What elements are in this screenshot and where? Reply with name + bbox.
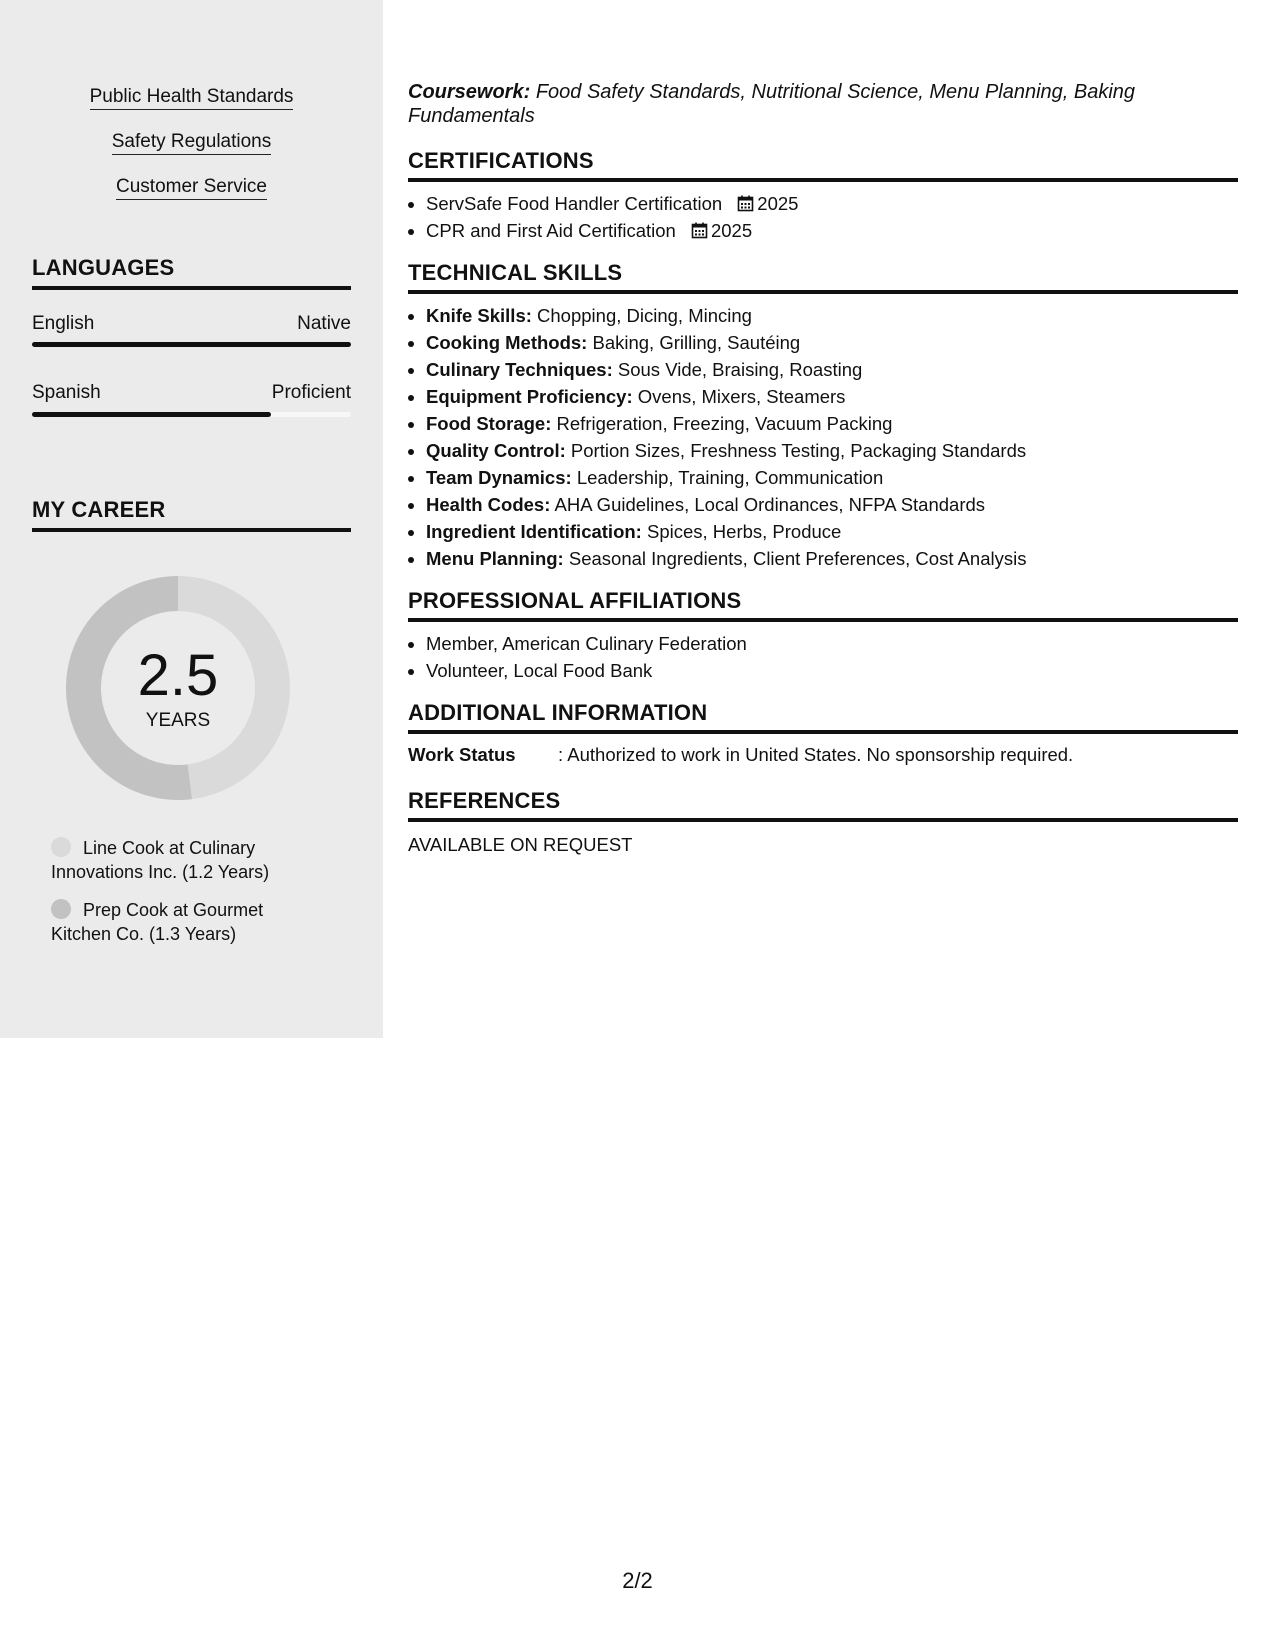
skills-list (32, 86, 351, 221)
technical-skill-item (426, 491, 1238, 518)
career-legend-label: Line Cook at Culinary Innovations Inc. (1.2 Years) (51, 838, 270, 882)
language-bar (32, 342, 351, 347)
skill-value: Refrigeration, Freezing, Vacuum Packing (556, 413, 893, 434)
languages-heading: LANGUAGES (32, 255, 351, 290)
skill-value: Baking, Grilling, Sautéing (592, 332, 801, 353)
career-heading: MY CAREER (32, 497, 351, 532)
certification-name: CPR and First Aid Certification (426, 220, 676, 241)
additional-info-heading: ADDITIONAL INFORMATION (408, 700, 1238, 734)
skill-value: Portion Sizes, Freshness Testing, Packaging Standards (570, 440, 1027, 461)
main-content (408, 80, 1238, 858)
technical-skill-item (426, 437, 1238, 464)
technical-skill-item (426, 464, 1238, 491)
skill-label: Ingredient Identification: (426, 521, 642, 542)
skill-tag: Customer Service (116, 176, 267, 200)
career-legend-label: Prep Cook at Gourmet Kitchen Co. (1.3 Years) (51, 900, 264, 944)
coursework-text: Food Safety Standards, Nutritional Science, Menu Planning, Baking Fundamentals (408, 81, 1136, 127)
skill-label: Culinary Techniques: (426, 359, 613, 380)
certification-date (691, 220, 752, 241)
language-bar-fill (32, 412, 271, 417)
certification-item (426, 190, 1238, 217)
certification-name: ServSafe Food Handler Certification (426, 193, 723, 214)
skill-label: Equipment Proficiency: (426, 386, 633, 407)
career-donut-center (66, 576, 290, 800)
skill-label: Menu Planning: (426, 548, 564, 569)
affiliation-item: • Member, American Culinary Federation (426, 630, 1238, 657)
technical-skill-item (426, 329, 1238, 356)
work-status-row (408, 742, 1238, 768)
certifications-list (408, 190, 1238, 244)
language-name: Spanish (32, 382, 101, 403)
certification-date (737, 193, 798, 214)
references-heading: REFERENCES (408, 788, 1238, 822)
language-bar (32, 412, 351, 417)
career-unit: YEARS (145, 710, 211, 731)
calendar-icon (691, 222, 708, 239)
skill-label: Health Codes: (426, 494, 551, 515)
work-status-value: : Authorized to work in United States. No sponsorship required. (558, 744, 1074, 765)
career-legend-item (51, 836, 311, 884)
certification-year: 2025 (757, 193, 799, 214)
sidebar (0, 0, 383, 1038)
affiliations-list (408, 630, 1238, 684)
skill-label: Cooking Methods: (426, 332, 588, 353)
technical-skill-item (426, 410, 1238, 437)
skill-label: Food Storage: (426, 413, 552, 434)
page-number: 2/2 (622, 1568, 653, 1593)
skill-value: Ovens, Mixers, Steamers (637, 386, 846, 407)
skill-label: Knife Skills: (426, 305, 532, 326)
career-donut (66, 576, 290, 800)
skill-label: Quality Control: (426, 440, 566, 461)
certification-item (426, 217, 1238, 244)
skill-value: Chopping, Dicing, Mincing (537, 305, 752, 326)
affiliations-heading: PROFESSIONAL AFFILIATIONS (408, 588, 1238, 622)
technical-skill-item (426, 356, 1238, 383)
skill-value: Leadership, Training, Communication (576, 467, 884, 488)
technical-skill-item (426, 545, 1238, 572)
calendar-icon (737, 195, 754, 212)
skill-value: AHA Guidelines, Local Ordinances, NFPA Standards (554, 494, 986, 515)
skill-value: Sous Vide, Braising, Roasting (617, 359, 863, 380)
career-total: 2.5 (137, 643, 219, 708)
coursework (408, 80, 1238, 128)
language-bar-fill (32, 342, 351, 347)
certifications-heading: CERTIFICATIONS (408, 148, 1238, 182)
technical-skill-item (426, 302, 1238, 329)
certification-year: 2025 (710, 220, 753, 241)
legend-dot-icon (51, 899, 71, 919)
language-name: English (32, 313, 95, 334)
skill-value: Spices, Herbs, Produce (646, 521, 842, 542)
skill-value: Seasonal Ingredients, Client Preferences, Cost Analysis (568, 548, 1027, 569)
technical-skill-item (426, 518, 1238, 545)
language-level: Proficient (271, 382, 351, 403)
coursework-label: Coursework: (408, 81, 531, 103)
references-text: AVAILABLE ON REQUEST (408, 834, 633, 855)
technical-skill-item (426, 383, 1238, 410)
legend-dot-icon (51, 837, 71, 857)
career-legend-item (51, 898, 311, 946)
skill-label: Team Dynamics: (426, 467, 572, 488)
affiliation-item: • Volunteer, Local Food Bank (426, 657, 1238, 684)
skill-tag: Public Health Standards (90, 86, 294, 110)
work-status-label: Work Status (408, 744, 516, 765)
language-level: Native (297, 313, 351, 334)
technical-skills-list (408, 302, 1238, 572)
skill-tag: Safety Regulations (112, 131, 272, 155)
technical-skills-heading: TECHNICAL SKILLS (408, 260, 1238, 294)
